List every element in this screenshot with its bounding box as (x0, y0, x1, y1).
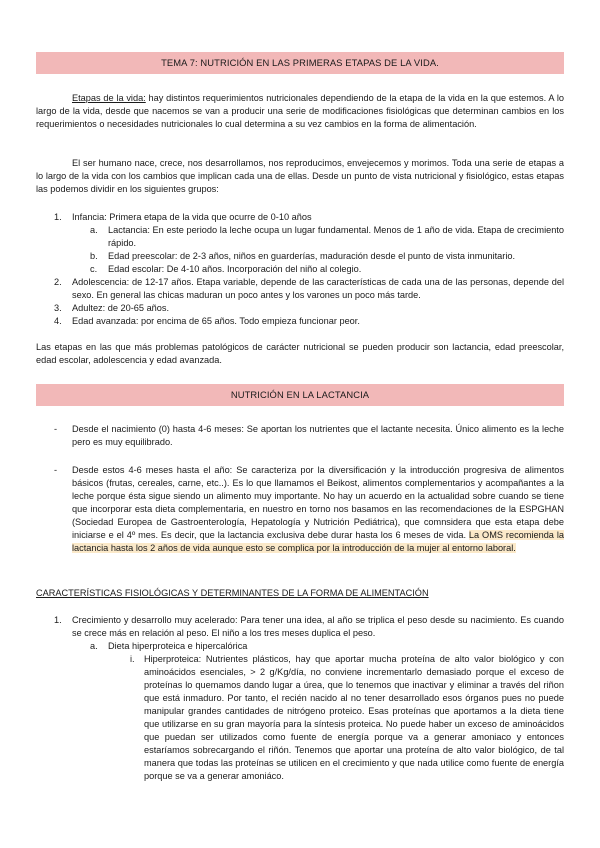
stage-marker: 2. (54, 277, 62, 287)
lactancia-banner: NUTRICIÓN EN LA LACTANCIA (36, 384, 564, 406)
item-text: Hiperproteica: Nutrientes plásticos, hay que aportar mucha proteína de alto valor biológico y con aminoácidos esenciales, > 2 g/Kg/día, no conviene incrementarlo demasiado porque el exceso de proteínas lo quemamos dando lugar a úrea, que lo tenemos que inactivar y eliminar a través del riñon que está inmaduro. Por tanto, el recién nacido al no tener desarrollado esos órganos pues no puede manipular grandes cantidades de nitrógeno proteico. Esas proteínas que aportamos a la dieta tiene que utilizarse en su gran mayoría para la síntesis proteica. No puede haber un exceso de aminoácidos que puedan ser utilizados como fuente de energía porque va a generar amoniaco y entonces estaríamos sobrecargando el riñón. Tenemos que aportar una proteína de alto valor biológico, de tal manera que todas las proteínas se utilicen en el crecimiento y que nada utilice como fuente de energía porque se va a generar amoniáco. (144, 654, 564, 781)
lactancia-text (72, 464, 564, 555)
stage-marker: c. (90, 264, 98, 274)
lactancia-text: Desde el nacimiento (0) hasta 4-6 meses: Se aportan los nutrientes que el lactante necesita. Único alimento es la leche pero es muy equilibrado. (72, 424, 564, 447)
stage-text: Infancia: Primera etapa de la vida que ocurre de 0-10 años (72, 212, 312, 222)
stage-item-2 (54, 276, 564, 302)
stage-marker: 3. (54, 303, 62, 313)
stage-text: Adultez: de 20-65 años. (72, 303, 170, 313)
caracteristica-sub-a (90, 640, 564, 653)
stage-marker: 1. (54, 212, 62, 222)
title-banner: TEMA 7: NUTRICIÓN EN LAS PRIMERAS ETAPAS DE LA VIDA. (36, 52, 564, 74)
stage-marker: a. (90, 225, 98, 235)
caracteristica-item-1 (54, 614, 564, 640)
stage-text: Adolescencia: de 12-17 años. Etapa variable, depende de las características de cada una de las personas, depende del sexo. En general las chicas maduran un poco antes y los varones un poco más tarde. (72, 277, 564, 300)
stage-text: Edad escolar: De 4-10 años. Incorporación del niño al colegio. (108, 264, 362, 274)
stage-text: Edad preescolar: de 2-3 años, niños en guarderías, maduración desde el punto de vista inmunitario. (108, 251, 516, 261)
intro-second-paragraph: El ser humano nace, crece, nos desarrollamos, nos reproducimos, envejecemos y morimos. Toda una serie de etapas a lo largo de la vida con los cambios que implican cada una de ellas. Desde un punto de vista nutricional y fisiológico, estas etapas las podemos dividir en los siguientes grupos: (36, 158, 564, 194)
item-text: Crecimiento y desarrollo muy acelerado: Para tener una idea, al año se triplica el peso desde su nacimiento. Es cuando se crece más en relación al peso. El niño a los tres meses duplica el peso. (72, 615, 564, 638)
intro-term: Etapas de la vida: (72, 93, 146, 103)
item-text: Dieta hiperproteica e hipercalórica (108, 641, 248, 651)
oms-highlight: La OMS recomienda la lactancia hasta los 2 años de vida aunque esto se complica por la introducción de la mujer al entorno laboral. (72, 530, 564, 553)
lactancia-item-2 (54, 464, 564, 574)
intro-text: hay distintos requerimientos nutricionales dependiendo de la etapa de la vida en la que estemos. A lo largo de la vida, desde que nacemos se van a producir una serie de modificaciones fisiológicas que determinan cambios en los requerimientos o necesidades nutricionales lo cual determina a su vez cambios en la forma de alimentación. (36, 93, 564, 129)
lactancia-item-1 (54, 423, 564, 449)
stage-item-1 (54, 211, 564, 224)
stage-item-4 (54, 315, 564, 328)
bullet-dash: - (54, 424, 58, 434)
stage-item-1b (90, 250, 564, 263)
item-marker: 1. (54, 615, 62, 625)
stage-item-1a (90, 224, 564, 250)
item-marker: a. (90, 641, 98, 651)
stage-marker: b. (90, 251, 98, 261)
caracteristica-sub-i (126, 653, 564, 813)
etapas-summary: Las etapas en las que más problemas patológicos de carácter nutricional se pueden producir son lactancia, edad preescolar, edad escolar, adolescencia y edad avanzada. (36, 342, 564, 365)
bullet-dash: - (54, 465, 58, 475)
stage-text: Lactancia: En este periodo la leche ocupa un lugar fundamental. Menos de 1 año de vida. Etapa de crecimiento rápido. (108, 225, 564, 248)
stage-item-3 (54, 302, 564, 315)
stage-text: Edad avanzada: por encima de 65 años. Todo empieza funcionar peor. (72, 316, 360, 326)
stage-item-1c (90, 263, 564, 276)
stage-marker: 4. (54, 316, 62, 326)
section-heading: CARACTERÍSTICAS FISIOLÓGICAS Y DETERMINANTES DE LA FORMA DE ALIMENTACIÓN (36, 588, 429, 598)
intro-paragraph (36, 92, 564, 131)
lactancia-text-body: Desde estos 4-6 meses hasta el año: Se caracteriza por la diversificación y la introducción progresiva de alimentos básicos (frutas, cereales, carne, etc..). Es lo que llamamos el Beikost, alimentos complementarios y acompañantes a la leche porque ésta sigue siendo un alimento muy importante. No hay un acuerdo en la actualidad sobre cuando se tiene que incorporar esta dieta complementaria, en nuestro en torno nos basamos en las recomendaciones de la ESPGHAN (Sociedad Europea de Gastroenterología, Hepatología y Nutrición Pediátrica), que comnsidera que esta etapa debe iniciarse e el 4º mes. Es decir, que la lactancia exclusiva debe durar hasta los 6 meses de vida. (72, 465, 564, 540)
item-marker: i. (130, 654, 135, 664)
